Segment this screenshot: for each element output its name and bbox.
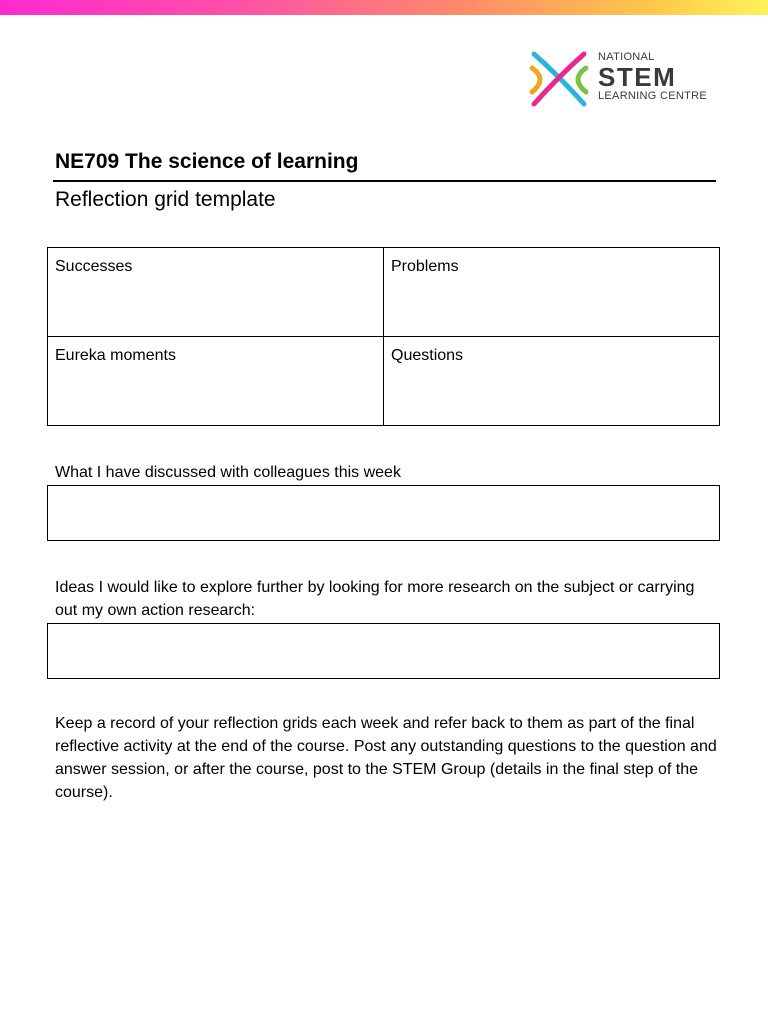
stem-logo-wordmark [598,52,707,102]
grid-cell-successes[interactable]: Successes [48,248,384,337]
grid-cell-questions[interactable]: Questions [384,337,720,426]
logo-line-national: NATIONAL [598,51,655,63]
logo-line-stem: STEM [598,62,677,92]
grid-cell-eureka-moments[interactable]: Eureka moments [48,337,384,426]
stem-logo [528,46,718,112]
reflection-grid [47,247,720,426]
discussed-label: What I have discussed with colleagues this week [55,464,401,481]
ideas-label: Ideas I would like to explore further by looking for more research on the subject or carrying out my own action research: [55,579,695,619]
discussed-answer-box[interactable] [47,485,720,541]
document-subtitle: Reflection grid template [55,188,276,211]
title-divider [53,180,716,182]
grid-cell-problems[interactable]: Problems [384,248,720,337]
logo-line-learning-centre: LEARNING CENTRE [598,90,708,102]
stem-logo-mark-icon [528,48,590,110]
document-title: NE709 The science of learning [55,150,359,173]
ideas-answer-box[interactable] [47,623,720,679]
gradient-header-bar [0,0,768,15]
instructions-paragraph: Keep a record of your reflection grids each week and refer back to them as part of the final reflective activity at the end of the course. Post any outstanding questions to the question and answer session, or after the course, post to the STEM Group (details in the final step of the course). [55,715,717,801]
